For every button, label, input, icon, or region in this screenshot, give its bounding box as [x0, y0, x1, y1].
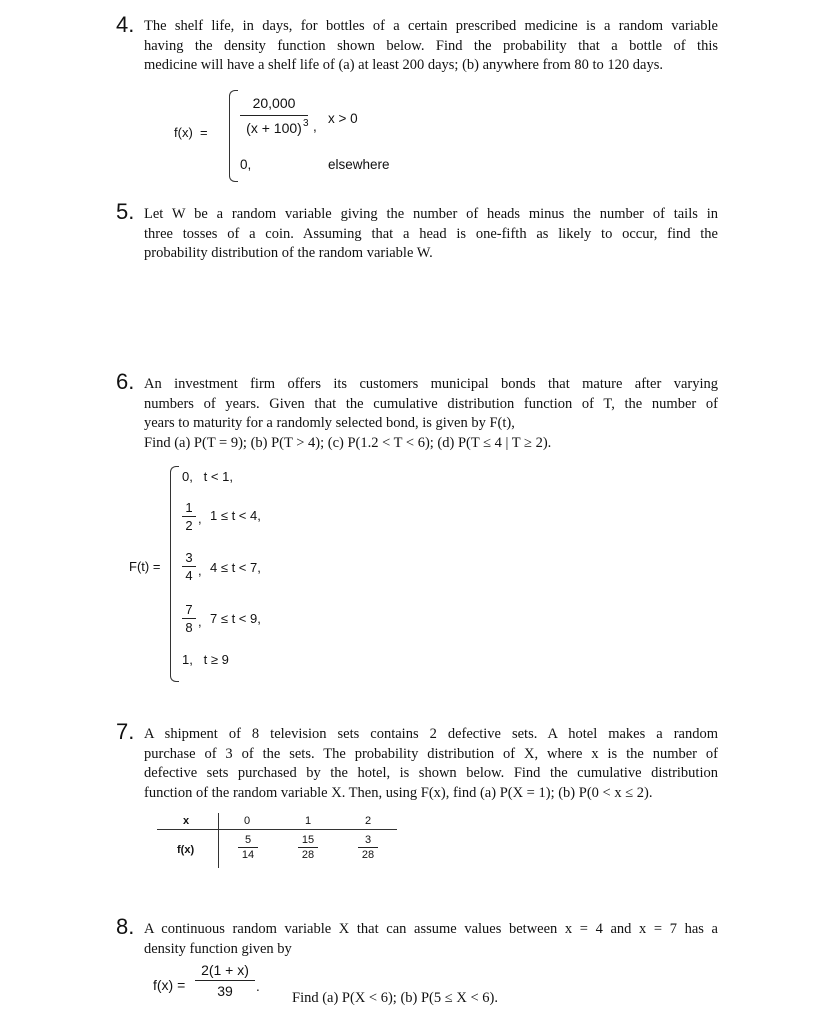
- condition-2: elsewhere: [328, 157, 390, 172]
- cdf-fraction-2-den: 2: [185, 518, 193, 533]
- problem-6-line-4: Find (a) P(T = 9); (b) P(T > 4); (c) P(1.2 < T < 6); (d) P(T ≤ 4 | T ≥ 2).: [144, 434, 552, 451]
- cdf-fraction-2: [182, 500, 196, 533]
- cdf-case-4: 7 ≤ t < 9,: [210, 611, 261, 626]
- problem-8-number: 8.: [116, 914, 135, 939]
- problem-7-number: 7.: [116, 719, 135, 744]
- table-fx-2-num: 3: [364, 834, 372, 846]
- table-x-1: 1: [305, 815, 312, 827]
- problem-4-line-1: The shelf life, in days, for bottles of a certain prescribed medicine is a random variable: [144, 18, 718, 34]
- problem-4-line-3: medicine will have a shelf life of (a) at least 200 days; (b) anywhere from 80 to 120 days.: [144, 57, 664, 73]
- table-fx-1-bar: [298, 847, 318, 848]
- problem-7-text: [144, 725, 718, 803]
- table-x-label: x: [183, 815, 190, 827]
- cdf-fraction-4-den: 8: [185, 620, 193, 635]
- table-x-0: 0: [244, 815, 251, 827]
- cdf-fraction-3-den: 4: [185, 568, 193, 583]
- problem-8-line-1: A continuous random variable X that can assume values between x = 4 and x = 7 has a: [144, 921, 718, 937]
- table-vertical-rule: [218, 813, 219, 868]
- problem-7-line-2: purchase of 3 of the sets. The probability distribution of X, where x is the number of: [144, 745, 718, 762]
- density-8-fraction: [195, 962, 255, 999]
- density-8-numerator: 2(1 + x): [201, 962, 249, 978]
- cdf-fraction-4: [182, 602, 196, 635]
- table-fx-0: [238, 834, 258, 861]
- problem-7-line-1: A shipment of 8 television sets contains 2 defective sets. A hotel makes a random: [144, 726, 718, 742]
- problem-5-text: [144, 205, 718, 264]
- problem-7-line-3: defective sets purchased by the hotel, is shown below. Find the cumulative distribution: [144, 765, 718, 781]
- table-x-2: 2: [365, 815, 372, 827]
- formula-comma: ,: [313, 119, 317, 134]
- problem-6-line-3: years to maturity for a randomly selected bond, is given by F(t),: [144, 415, 515, 431]
- cdf-comma-4: ,: [198, 614, 202, 629]
- table-fx-1: [298, 834, 318, 861]
- density-8-period: .: [256, 979, 260, 994]
- problem-8-line-2: density function given by: [144, 940, 292, 957]
- table-fx-2-den: 28: [361, 849, 375, 861]
- fraction-bar: [240, 115, 308, 116]
- formula-lhs: f(x) =: [174, 125, 208, 140]
- problem-4-line-2: having the density function shown below. Find the probability that a bottle of this: [144, 37, 718, 54]
- problem-6-line-2: numbers of years. Given that the cumulative distribution function of T, the number of: [144, 395, 718, 412]
- table-horizontal-rule: [157, 829, 397, 830]
- problem-5-number: 5.: [116, 199, 135, 224]
- problem-6-line-1: An investment firm offers its customers municipal bonds that mature after varying: [144, 376, 718, 392]
- case-brace: [229, 90, 238, 182]
- fraction-numerator: 20,000: [252, 95, 296, 111]
- table-fx-0-num: 5: [244, 834, 252, 846]
- table-fx-2-bar: [358, 847, 378, 848]
- cdf-brace: [170, 466, 179, 682]
- cdf-fraction-2-bar: [182, 516, 196, 517]
- table-fx-label: f(x): [177, 844, 195, 856]
- cdf-fraction-4-bar: [182, 618, 196, 619]
- cdf-case-1: 0, t < 1,: [182, 469, 233, 484]
- table-fx-2: [358, 834, 378, 861]
- exponent: 3: [303, 118, 309, 129]
- problem-8-text: [144, 920, 718, 959]
- cdf-fraction-2-num: 1: [185, 500, 193, 515]
- fraction-denominator: (x + 100): [246, 120, 302, 136]
- table-fx-1-den: 28: [301, 849, 315, 861]
- problem-6-text: [144, 375, 718, 453]
- density-8-bar: [195, 980, 255, 981]
- problem-5-line-3: probability distribution of the random variable W.: [144, 245, 433, 261]
- cdf-fraction-4-num: 7: [185, 602, 193, 617]
- cdf-lhs: F(t) =: [129, 559, 161, 574]
- cdf-comma-2: ,: [198, 511, 202, 526]
- problem-4-number: 4.: [116, 12, 135, 37]
- density-lhs: f(x) =: [153, 977, 186, 993]
- case-2-value: 0,: [240, 157, 252, 172]
- cdf-fraction-3-num: 3: [185, 550, 193, 565]
- cdf-fraction-3-bar: [182, 566, 196, 567]
- cdf-case-3: 4 ≤ t < 7,: [210, 560, 261, 575]
- table-fx-0-bar: [238, 847, 258, 848]
- density-fraction: [240, 95, 308, 136]
- cdf-case-5: 1, t ≥ 9: [182, 652, 229, 667]
- problem-8-question: Find (a) P(X < 6); (b) P(5 ≤ X < 6).: [292, 990, 498, 1006]
- problem-5-line-1: Let W be a random variable giving the number of heads minus the number of tails in: [144, 206, 718, 222]
- condition-1: x > 0: [328, 111, 358, 126]
- density-8-denominator: 39: [217, 983, 233, 999]
- problem-4-text: [144, 17, 718, 76]
- table-fx-0-den: 14: [241, 849, 255, 861]
- cdf-comma-3: ,: [198, 563, 202, 578]
- table-fx-1-num: 15: [301, 834, 315, 846]
- problem-7-line-4: function of the random variable X. Then, using F(x), find (a) P(X = 1); (b) P(0 < x ≤ 2).: [144, 784, 653, 801]
- problem-6-number: 6.: [116, 369, 135, 394]
- cdf-fraction-3: [182, 550, 196, 583]
- problem-5-line-2: three tosses of a coin. Assuming that a head is one-fifth as likely to occur, find the: [144, 225, 718, 242]
- cdf-case-2: 1 ≤ t < 4,: [210, 508, 261, 523]
